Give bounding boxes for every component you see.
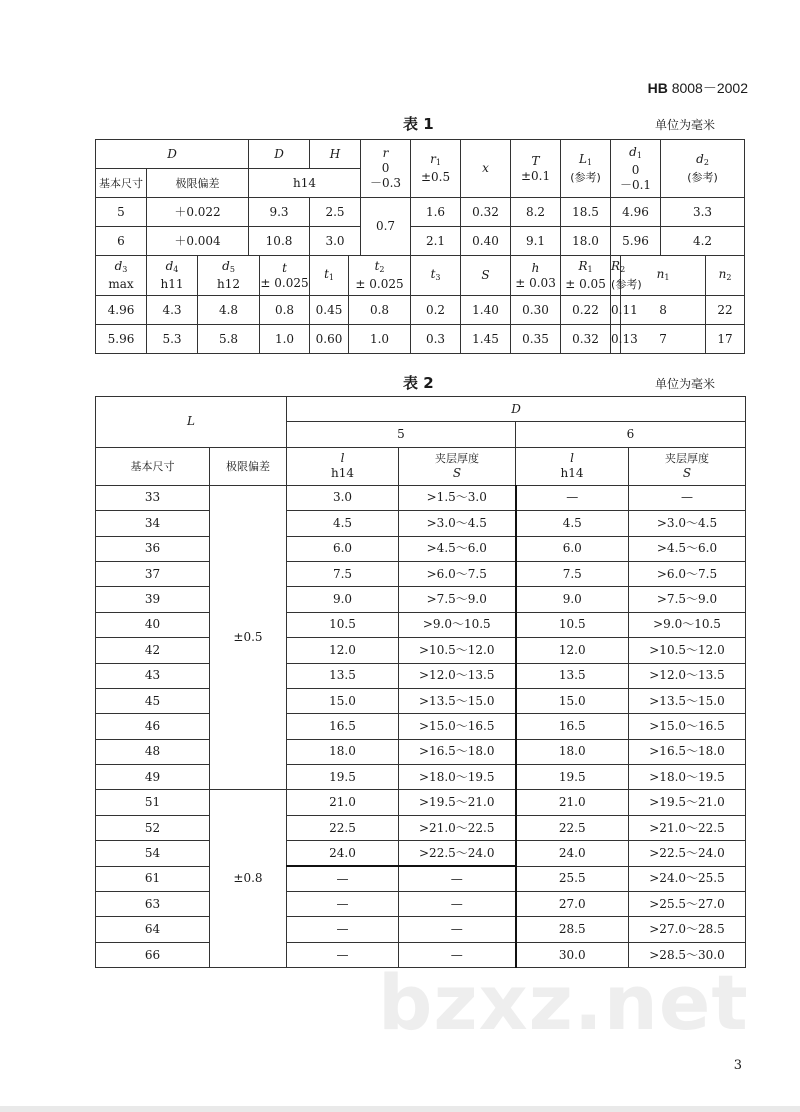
t1-head-limit-dev: 极限偏差	[147, 169, 249, 198]
table2-unit: 单位为毫米	[655, 377, 716, 391]
table1-unit: 单位为毫米	[655, 118, 716, 132]
cell-S6: >6.0～7.5	[629, 561, 746, 586]
cell-S5: >3.0～4.5	[399, 511, 516, 536]
cell-L: 52	[96, 815, 210, 840]
t1-head-T: T ±0.1	[511, 140, 561, 198]
t1-head-d2: $d_2$ (参考)	[661, 140, 745, 198]
t1-head-basic-size: 基本尺寸	[96, 169, 147, 198]
t1-head-R1: $R_1$ ± 0.05	[561, 256, 611, 296]
cell-L: 64	[96, 917, 210, 942]
page-number: 3	[733, 1058, 742, 1073]
cell-limit-dev: ±0.5	[210, 485, 287, 790]
cell-l5: 4.5	[287, 511, 399, 536]
cell-S5: >16.5～18.0	[399, 739, 516, 764]
t2-head-l-5: l h14	[287, 447, 399, 485]
table2-body	[96, 485, 746, 967]
cell-l5: 7.5	[287, 561, 399, 586]
cell-S6: >12.0～13.5	[629, 663, 746, 688]
t2-head-L: L	[96, 397, 287, 448]
cell-L: 43	[96, 663, 210, 688]
t1-head-d1: $d_1$ 0 －0.1	[611, 140, 661, 198]
cell-L: 51	[96, 790, 210, 815]
t1-bottom-row: 5.96 5.3 5.8 1.0 0.60 1.0 0.3 1.45 0.35 0.32 0.13 7 17	[96, 325, 745, 354]
table-row	[96, 739, 746, 764]
cell-l6: 19.5	[516, 765, 629, 790]
table-row	[96, 688, 746, 713]
cell-l6: 4.5	[516, 511, 629, 536]
table1	[95, 139, 745, 354]
t1-head-x: x	[461, 140, 511, 198]
table-row	[96, 841, 746, 866]
t1-head-L1: $L_1$ (参考)	[561, 140, 611, 198]
cell-S5: >19.5～21.0	[399, 790, 516, 815]
cell-l5: 13.5	[287, 663, 399, 688]
table-row	[96, 587, 746, 612]
cell-S5: >6.0～7.5	[399, 561, 516, 586]
cell-L: 63	[96, 892, 210, 917]
cell-l5: 18.0	[287, 739, 399, 764]
t1-top-row: 6 ＋0.004 10.8 3.0 2.1 0.40 9.1 18.0 5.96 4.2	[96, 227, 745, 256]
table-row	[96, 561, 746, 586]
cell-l5: 24.0	[287, 841, 399, 866]
t2-head-S-6: 夹层厚度 S	[629, 447, 746, 485]
standard-number: 8008－2002	[671, 80, 748, 96]
cell-l6: 13.5	[516, 663, 629, 688]
cell-S5: >10.5～12.0	[399, 638, 516, 663]
t1-head-t3: $t_3$	[411, 256, 461, 296]
cell-limit-dev: ±0.8	[210, 790, 287, 968]
cell-l6: 9.0	[516, 587, 629, 612]
t2-head-D5: 5	[287, 422, 516, 447]
table-row	[96, 663, 746, 688]
cell-S6: >15.0～16.5	[629, 714, 746, 739]
cell-l5: 19.5	[287, 765, 399, 790]
cell-S6: >7.5～9.0	[629, 587, 746, 612]
cell-S6: >3.0～4.5	[629, 511, 746, 536]
t1-head-S: S	[461, 256, 511, 296]
cell-S5: >21.0～22.5	[399, 815, 516, 840]
cell-l6: 18.0	[516, 739, 629, 764]
t1-head-r: r 0 －0.3	[361, 140, 411, 198]
t1-head-d5: $d_5$ h12	[198, 256, 260, 296]
cell-S6: >22.5～24.0	[629, 841, 746, 866]
bottom-edge	[0, 1106, 800, 1112]
cell-S6: >24.0～25.5	[629, 866, 746, 891]
cell-S5: >7.5～9.0	[399, 587, 516, 612]
t2-head-D: D	[287, 397, 746, 422]
cell-L: 40	[96, 612, 210, 637]
cell-S6: >10.5～12.0	[629, 638, 746, 663]
cell-l6: 28.5	[516, 917, 629, 942]
cell-S6: —	[629, 485, 746, 510]
cell-S6: >19.5～21.0	[629, 790, 746, 815]
cell-L: 39	[96, 587, 210, 612]
t1-head-h14: h14	[249, 169, 361, 198]
cell-S6: >27.0～28.5	[629, 917, 746, 942]
table-row	[96, 790, 746, 815]
cell-L: 54	[96, 841, 210, 866]
table-row	[96, 815, 746, 840]
cell-l5: 12.0	[287, 638, 399, 663]
t1-head-D: D	[96, 140, 249, 169]
cell-l5: —	[287, 917, 399, 942]
cell-l6: 22.5	[516, 815, 629, 840]
watermark: bzxz.net	[378, 958, 749, 1047]
cell-l6: 6.0	[516, 536, 629, 561]
cell-L: 36	[96, 536, 210, 561]
t1-head-d4: $d_4$ h11	[147, 256, 198, 296]
cell-l6: 10.5	[516, 612, 629, 637]
cell-L: 45	[96, 688, 210, 713]
cell-l5: —	[287, 942, 399, 967]
cell-S5: >9.0～10.5	[399, 612, 516, 637]
t1-head-D2: D	[249, 140, 310, 169]
cell-l6: —	[516, 485, 629, 510]
cell-S5: >4.5～6.0	[399, 536, 516, 561]
table-row	[96, 892, 746, 917]
cell-S6: >28.5～30.0	[629, 942, 746, 967]
t2-head-D6: 6	[516, 422, 746, 447]
cell-l5: 10.5	[287, 612, 399, 637]
cell-l5: 6.0	[287, 536, 399, 561]
cell-S5: >1.5～3.0	[399, 485, 516, 510]
cell-S5: >18.0～19.5	[399, 765, 516, 790]
table-row	[96, 866, 746, 891]
table1-caption: 表 1	[403, 115, 434, 133]
t1-top-row: 5 ＋0.022 9.3 2.5 0.7 1.6 0.32 8.2 18.5 4.96 3.3	[96, 198, 745, 227]
cell-L: 34	[96, 511, 210, 536]
cell-l5: 21.0	[287, 790, 399, 815]
cell-l6: 27.0	[516, 892, 629, 917]
cell-l6: 24.0	[516, 841, 629, 866]
cell-S5: —	[399, 917, 516, 942]
table2	[95, 396, 746, 968]
table-row	[96, 485, 746, 510]
cell-l6: 15.0	[516, 688, 629, 713]
standard-prefix: HB	[647, 80, 668, 96]
cell-S5: >15.0～16.5	[399, 714, 516, 739]
cell-S6: >4.5～6.0	[629, 536, 746, 561]
t1-head-r1: $r_1$ ±0.5	[411, 140, 461, 198]
cell-l5: —	[287, 866, 399, 891]
t2-head-limit-dev: 极限偏差	[210, 447, 287, 485]
t2-head-basic-size: 基本尺寸	[96, 447, 210, 485]
cell-l6: 30.0	[516, 942, 629, 967]
t1-head-H: H	[310, 140, 361, 169]
cell-L: 33	[96, 485, 210, 510]
t2-head-l-6: l h14	[516, 447, 629, 485]
cell-l5: 15.0	[287, 688, 399, 713]
cell-S5: —	[399, 892, 516, 917]
cell-l5: 22.5	[287, 815, 399, 840]
cell-S5: —	[399, 942, 516, 967]
cell-l5: —	[287, 892, 399, 917]
t2-head-S-5: 夹层厚度 S	[399, 447, 516, 485]
cell-S6: >13.5～15.0	[629, 688, 746, 713]
cell-l6: 7.5	[516, 561, 629, 586]
cell-l6: 12.0	[516, 638, 629, 663]
cell-l5: 9.0	[287, 587, 399, 612]
t1-bottom-head	[96, 256, 745, 296]
cell-L: 46	[96, 714, 210, 739]
cell-L: 42	[96, 638, 210, 663]
table-row	[96, 714, 746, 739]
t1-head-d3: $d_3$ max	[96, 256, 147, 296]
t1-head-h: h ± 0.03	[511, 256, 561, 296]
cell-S6: >25.5～27.0	[629, 892, 746, 917]
cell-l5: 16.5	[287, 714, 399, 739]
cell-l6: 16.5	[516, 714, 629, 739]
cell-L: 61	[96, 866, 210, 891]
table-row	[96, 612, 746, 637]
cell-L: 48	[96, 739, 210, 764]
table2-caption: 表 2	[403, 374, 434, 392]
cell-l6: 21.0	[516, 790, 629, 815]
t1-head-n1: $n_1$	[621, 256, 706, 296]
standard-code	[648, 78, 748, 98]
t1-bottom-row: 4.96 4.3 4.8 0.8 0.45 0.8 0.2 1.40 0.30 0.22 0.11 8 22	[96, 296, 745, 325]
t1-head-t: t ± 0.025	[260, 256, 310, 296]
cell-S6: >16.5～18.0	[629, 739, 746, 764]
cell-S5: >22.5～24.0	[399, 841, 516, 866]
cell-S6: >21.0～22.5	[629, 815, 746, 840]
cell-l5: 3.0	[287, 485, 399, 510]
table-row	[96, 511, 746, 536]
table-row	[96, 765, 746, 790]
cell-L: 37	[96, 561, 210, 586]
table-row	[96, 638, 746, 663]
table-row	[96, 917, 746, 942]
cell-L: 66	[96, 942, 210, 967]
cell-S5: —	[399, 866, 516, 891]
cell-S6: >18.0～19.5	[629, 765, 746, 790]
t1-head-t1: $t_1$	[310, 256, 349, 296]
cell-S6: >9.0～10.5	[629, 612, 746, 637]
t1-head-n2: $n_2$	[706, 256, 745, 296]
table-row	[96, 536, 746, 561]
cell-l6: 25.5	[516, 866, 629, 891]
t1-head-R2: $R_2$ (参考)	[611, 256, 621, 296]
cell-S5: >13.5～15.0	[399, 688, 516, 713]
cell-S5: >12.0～13.5	[399, 663, 516, 688]
cell-L: 49	[96, 765, 210, 790]
t1-head-t2: $t_2$ ± 0.025	[349, 256, 411, 296]
